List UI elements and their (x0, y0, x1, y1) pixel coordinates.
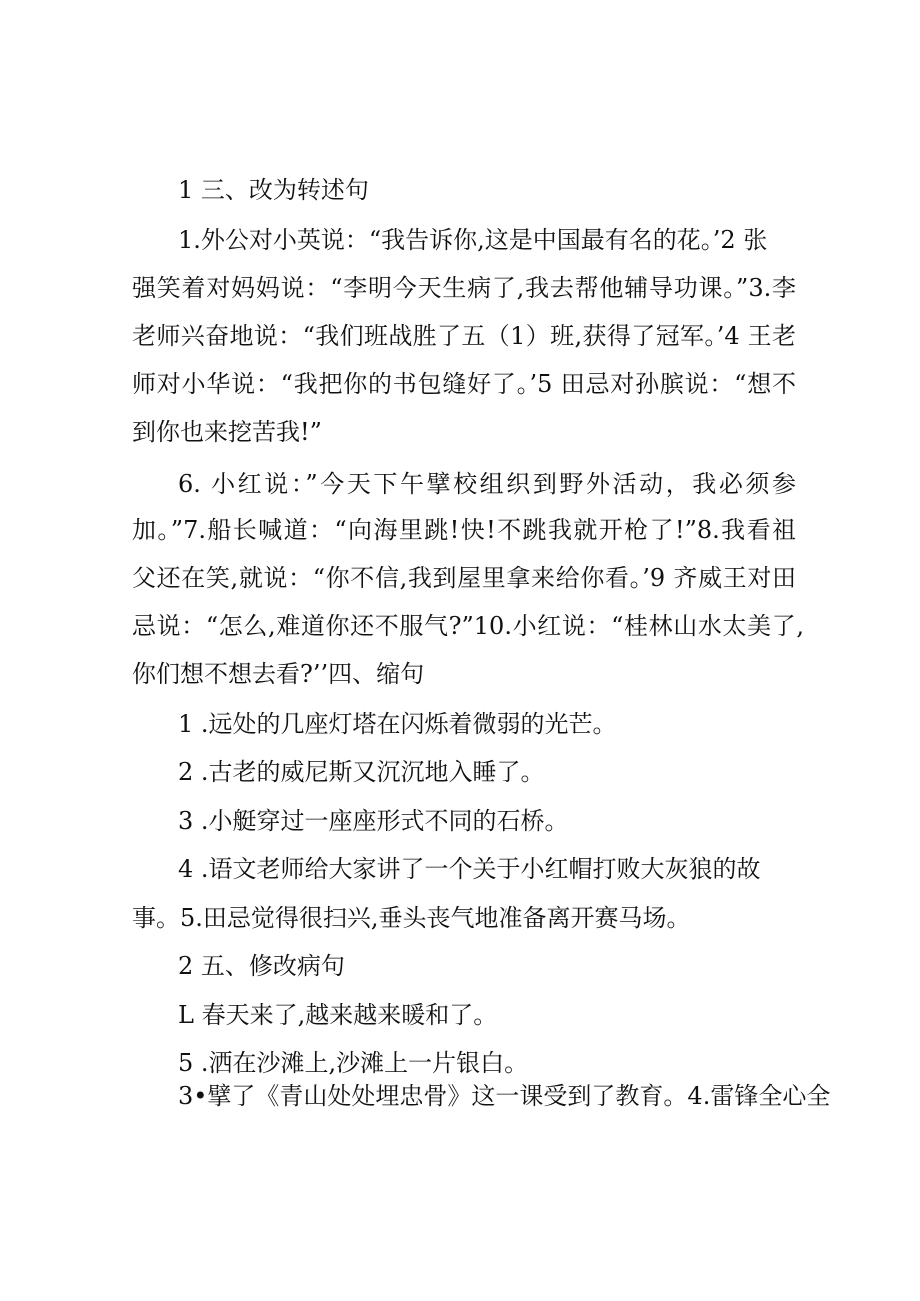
list-item: 1 .远处的几座灯塔在闪烁着微弱的光芒。 (178, 710, 617, 738)
paragraph-line: 强笑着对妈妈说：“李明今天生病了,我去帮他辅导功课。”3.李 (132, 274, 796, 302)
paragraph-line: 6. 小红说：”今天下午擘校组织到野外活动，我必须参 (178, 470, 796, 498)
list-item: 3•擘了《青山处处埋忠骨》这一课受到了教育。4.雷锋全心全 (178, 1082, 831, 1110)
list-item: L 春天来了,越来越来暖和了。 (178, 1001, 498, 1029)
list-item: 事。5.田忌觉得很扫兴,垂头丧气地准备离开赛马场。 (132, 904, 691, 932)
list-item: 2 .古老的威尼斯又沉沉地入睡了。 (178, 758, 545, 786)
list-item: 3 .小艇穿过一座座形式不同的石桥。 (178, 807, 569, 835)
list-item: 4 .语文老师给大家讲了一个关于小红帽打败大灰狼的故 (178, 855, 761, 883)
paragraph-line: 老师兴奋地说：“我们班战胜了五（1）班,获得了冠军。’4 王老 (132, 322, 796, 350)
paragraph-line: 忌说：“怎么,难道你还不服气?”10.小红说：“桂林山水太美了, (132, 612, 804, 640)
paragraph-line: 1.外公对小英说：“我告诉你,这是中国最有名的花。’2 张 (178, 226, 768, 254)
paragraph-line: 父还在笑,就说：“你不信,我到屋里拿来给你看。’9 齐威王对田 (132, 564, 796, 592)
paragraph-line: 你们想不想去看?’’四、缩句 (132, 660, 425, 688)
paragraph-line: 到你也来挖苦我!” (132, 418, 322, 446)
section-heading-correct-sentences: 2 五、修改病句 (178, 952, 345, 980)
list-item: 5 .洒在沙滩上,沙滩上一片银白。 (178, 1049, 529, 1077)
paragraph-line: 加。”7.船长喊道：“向海里跳!快!不跳我就开枪了!”8.我看祖 (132, 516, 796, 544)
section-heading-indirect-speech: 1 三、改为转述句 (178, 176, 369, 204)
paragraph-line: 师对小华说：“我把你的书包缝好了。’5 田忌对孙膑说：“想不 (132, 370, 796, 398)
